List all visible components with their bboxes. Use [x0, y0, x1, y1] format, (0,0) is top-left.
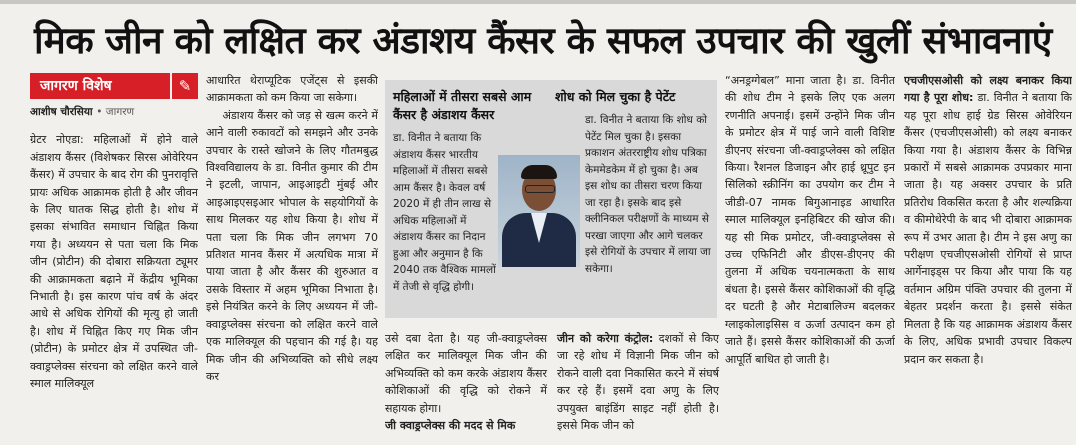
- top-rule: [0, 0, 1076, 4]
- headline: मिक जीन को लक्षित कर अंडाशय कैंसर के सफल उपचार की खुलीं संभावनाएं: [34, 19, 1052, 62]
- column-3-right-lead: जीन को करेगा कंट्रोल:: [557, 332, 654, 345]
- badge-label: जागरण विशेष: [30, 73, 170, 99]
- pen-icon: ✎: [172, 73, 198, 99]
- column-2-paragraph: अंडाशय कैंसर को जड़ से खत्म करने में आने वाली रुकावटों को समझने और उनके उपचार के रास्ते खोजने के लिए गौतमबुद्ध विश्वविद्यालय के डा. विनीत कुमार की टीम ने इटली, जापान, आइआइटी मुंबई और आइआइएसइआर भोपाल के सहयोगियों के साथ मिलकर यह शोध किया है। शोध में पता चला कि मिक जीन लगभग 70 प्रतिशत मानव कैंसर में अत्यधिक मात्रा में पाया जाता है और कैंसर की शुरुआत व उसके विस्तार में अहम भूमिका निभाता है। इसे नियंत्रित करने के लिए अध्ययन में जी-क्वाड्रप्लेक्स संरचना को लक्षित करने वाले एक मालिक्यूल की पहचान की गई है। यह मिक जीन की अभिव्यक्ति को सीधे लक्ष्य कर: [206, 108, 378, 383]
- column-1-text: ग्रेटर नोएडा: महिलाओं में होने वाले अंडाशय कैंसर (विशेषकर सिरस ओवेरियन कैंसर) में उपचार के बाद रोग की पुनरावृत्ति प्रायः अधिक आक्रामक होती है और जीवन के लिए घातक सिद्ध होती है। शोध में इसका संभावित समाधान चिह्नित किया गया है। अध्ययन से पता चला कि मिक जीन (प्रोटीन) की दोबारा सक्रियता ट्यूमर की आक्रामकता बढ़ाने में केंद्रीय भूमिका निभाती है। इस कारण पांच वर्ष के अंदर आधे से अधिक रोगियों की मृत्यु हो जाती है। शोध में चिह्नित किए गए मिक जीन (प्रोटीन) के प्रमोटर क्षेत्र में उपस्थित जी-क्वाड्रप्लेक्स संरचना को लक्षित करने वाले स्माल मालिक्यूल: [30, 133, 198, 391]
- byline-name: आशीष चौरसिया: [30, 106, 93, 118]
- column-3-right-body: दशकों से किए जा रहे शोध में विज्ञानी मिक जीन को रोकने वाली दवा निकासित करने में संघर्ष कर रहे हैं। इसमें दवा अणु के लिए उपयुक्त बाइंडिंग साइट नहीं होती है। इससे मिक जीन को: [557, 332, 719, 433]
- info-box-right-title: शोध को मिल चुका है पेटेंट: [555, 89, 676, 104]
- column-2: [206, 72, 378, 442]
- byline-source: • जागरण: [96, 106, 135, 118]
- column-3-left: [385, 330, 547, 434]
- info-box-left-title: महिलाओं में तीसरा सबसे आम कैंसर है अंडाशय कैंसर: [393, 89, 532, 122]
- column-3-bottom: [385, 330, 720, 442]
- info-box-right-text: डा. विनीत ने बताया कि शोध को पेटेंट मिल चुका है। इसका प्रकाशन अंतरराष्ट्रीय शोध पत्रिका केममेडकेम में हो चुका है। अब इस शोध का तीसरा चरण किया जा रहा है। इसके बाद इसे क्लीनिकल परीक्षणों के माध्यम से परखा जाएगा और आगे चलकर इसे रोगियों के उपचार में लाया जा सकेगा।: [585, 114, 711, 275]
- column-4-text: “अनड्रग्गेबल” माना जाता है। डा. विनीत की शोध टीम ने इसके लिए एक अलग रणनीति अपनाई। इसमें उन्होंने मिक जीन के प्रमोटर क्षेत्र में पाई जाने वाली विशिष्ट डीएनए संरचना जी-क्वाड्रप्लेक्स को लक्षित किया। रैशनल डिजाइन और हाई थ्रूपुट इन सिलिको स्क्रीनिंग का उपयोग कर टीम ने जीडी-07 नामक बिगुआनाइड आधारित स्माल मालिक्यूल इनहिबिटर की खोज की। यह सी मिक प्रमोटर, जी-क्वाड्रप्लेक्स से उच्च एफिनिटी और डीएस-डीएनए की तुलना में अधिक चयनात्मकता के साथ बंधता है। इससे कैंसर कोशिकाओं की वृद्धि दर घटती है और मेटाबालिज्म बदलकर ग्लाइकोलाइसिस व ऊर्जा उत्पादन कम हो जाते हैं। इससे कैंसर कोशिकाओं की ऊर्जा आपूर्ति बाधित हो जाती है।: [725, 74, 895, 366]
- column-3-subhead: जी क्वाड्रप्लेक्स की मदद से मिक: [385, 419, 516, 433]
- info-box: [385, 80, 717, 318]
- column-3-left-text: उसे दबा देता है। यह जी-क्वाड्रप्लेक्स लक्षित कर मालिक्यूल मिक जीन की अभिव्यक्ति को कम करके अंडाशय कैंसर कोशिकाओं की वृद्धि को रोकने में सहायक होगा।: [385, 332, 547, 415]
- byline: [30, 104, 198, 121]
- info-box-left-text: डा. विनीत ने बताया कि अंडाशय कैंसर भारतीय महिलाओं में तीसरा सबसे आम कैंसर है। केवल वर्ष 2020 में ही तीन लाख से अधिक महिलाओं में अंडाशय कैंसर का निदान हुआ और अनुमान है कि 2040 तक वैश्विक मामलों में तेजी से वृद्धि होगी।: [393, 132, 496, 293]
- column-5-lead: एचजीएसओसी को लक्ष्य बनाकर किया गया है पूरा शोध:: [904, 74, 1072, 105]
- column-4: [725, 72, 895, 432]
- column-5: [904, 72, 1072, 432]
- column-3-right-text: [557, 330, 719, 434]
- info-box-right: [555, 88, 711, 277]
- jagran-vishesh-badge: [30, 72, 198, 100]
- column-3-right: [557, 330, 719, 434]
- column-5-body: डा. विनीत ने बताया कि यह पूरा शोध हाई ग्रेड सिरस ओवेरियन कैंसर (एचजीएसओसी) को लक्ष्य बनाकर किया गया है। अंडाशय कैंसर के विभिन्न प्रकारों में सबसे आक्रामक उपप्रकार माना जाता है। यह अक्सर उपचार के प्रति प्रतिरोध विकसित करता है और शल्यक्रिया व कीमोथेरेपी के बाद भी दोबारा आक्रामक रूप में उभर आता है। टीम ने इस अणु का परीक्षण एचजीएसओसी रोगियों से प्राप्त आर्गेनाइड्स पर किया और पाया कि यह वर्तमान अग्रिम पंक्ति उपचार की तुलना में बेहतर प्रदर्शन करता है। इससे संकेत मिलता है कि यह आक्रामक अंडाशय कैंसर के लिए, अधिक प्रभावी उपचार विकल्प प्रदान कर सकता है।: [904, 91, 1072, 366]
- column-5-text: [904, 72, 1072, 368]
- column-2-paragraph: आधारित थेराप्यूटिक एजेंट्स से इसकी आक्रामकता को कम किया जा सकेगा।: [206, 74, 378, 105]
- column-1: [30, 72, 198, 442]
